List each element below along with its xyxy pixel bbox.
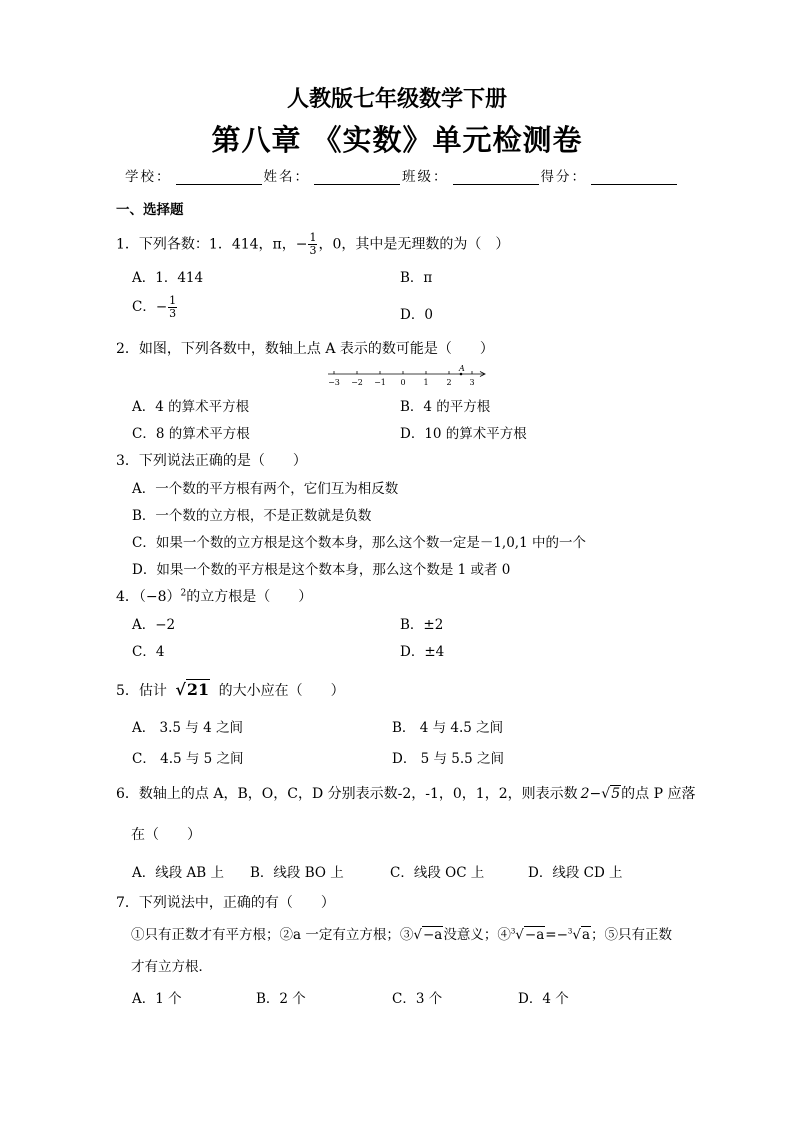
point-a-label: A: [459, 364, 465, 373]
axis-tick-label: −2: [351, 378, 363, 387]
axis-ticks: [328, 371, 474, 387]
axis-tick-label: −1: [374, 378, 386, 387]
q2-option-b[interactable]: B．4 的平方根: [400, 399, 491, 415]
fraction: $\frac{1}{3}$: [309, 231, 317, 257]
student-info-fields: [125, 165, 679, 185]
fraction: $\frac{1}{3}$: [169, 294, 177, 320]
q1-option-b[interactable]: B．π: [400, 270, 433, 286]
q3-option-a[interactable]: A．一个数的平方根有两个，它们互为相反数: [132, 481, 399, 497]
name-blank[interactable]: [314, 168, 400, 185]
title-series: 人教版七年级数学下册: [286, 87, 507, 112]
q5-option-d[interactable]: D． 5 与 5.5 之间: [392, 751, 505, 767]
question-1-stem: [116, 232, 509, 257]
class-blank[interactable]: [453, 168, 539, 185]
q1-option-a[interactable]: A．1．414: [132, 270, 204, 286]
superscript: 2: [180, 588, 187, 599]
axis-tick-label: 0: [400, 378, 406, 387]
axis-tick-label: 1: [423, 378, 429, 387]
axis-tick-label: −3: [328, 378, 340, 387]
q1-stem-text-2: ，0，其中是无理数的为（ ）: [318, 236, 510, 253]
section-heading: 一、选择题: [116, 202, 184, 218]
question-4-stem: 4．$(-8)^2$的立方根是（ ）: [116, 588, 313, 605]
name-label: 姓名：: [263, 169, 310, 185]
question-2-stem: 2．如图，下列各数中，数轴上点 A 表示的数可能是（ ）: [116, 341, 494, 357]
question-6-stem: 6．数轴上的点 A，B，O，C，D 分别表示数-2，-1，0，1，2，则表示数 2−√5的点 P 应落: [116, 786, 696, 802]
q3-option-c[interactable]: C．如果一个数的立方根是这个数本身，那么这个数一定是－1,0,1 中的一个: [132, 535, 586, 551]
number-line-figure: [324, 362, 488, 388]
question-7-stem: 7．下列说法中，正确的有（ ）: [116, 895, 335, 911]
sqrt-21: √21: [175, 680, 210, 699]
axis-tick-label: 2: [446, 378, 452, 387]
question-6-stem-line2: 在（ ）: [131, 827, 201, 843]
q6-option-c[interactable]: C．线段 OC 上: [390, 865, 485, 881]
question-3-stem: 3．下列说法正确的是（ ）: [116, 453, 307, 469]
q6-option-b[interactable]: B．线段 BO 上: [250, 865, 344, 881]
question-5-stem: 5．估计 √21 的大小应在（ ）: [116, 680, 345, 699]
q5-option-c[interactable]: C． 4.5 与 5 之间: [132, 751, 244, 767]
axis-tick-label: 3: [469, 378, 475, 387]
q4-option-d[interactable]: D．±4: [400, 644, 445, 660]
title-chapter: 第八章 《实数》单元检测卷: [211, 123, 583, 157]
score-blank[interactable]: [591, 168, 677, 185]
point-a: [460, 373, 463, 376]
class-label: 班级：: [402, 169, 449, 185]
q3-option-b[interactable]: B．一个数的立方根，不是正数就是负数: [132, 508, 372, 524]
question-7-statements: ①只有正数才有平方根；②a 一定有立方根；③√−a没意义；④$^3$√−a=−$^3$√a；⑤只有正数: [131, 927, 673, 943]
q1-option-d[interactable]: D．0: [400, 307, 433, 323]
q2-option-d[interactable]: D．10 的算术平方根: [400, 426, 527, 442]
score-label: 得分：: [540, 169, 587, 185]
q1-option-c[interactable]: C．− $\frac{1}{3}$: [132, 294, 177, 320]
q7-option-c[interactable]: C．3 个: [392, 991, 443, 1007]
expr-2-minus-sqrt5: 2−√5: [580, 786, 621, 802]
q2-option-c[interactable]: C．8 的算术平方根: [132, 426, 250, 442]
q4-option-b[interactable]: B．±2: [400, 617, 444, 633]
q6-option-d[interactable]: D．线段 CD 上: [528, 865, 623, 881]
school-label: 学校：: [125, 169, 172, 185]
q2-option-a[interactable]: A．4 的算术平方根: [132, 399, 250, 415]
q7-option-b[interactable]: B．2 个: [256, 991, 306, 1007]
q5-option-a[interactable]: A． 3.5 与 4 之间: [132, 720, 243, 736]
q7-option-d[interactable]: D．4 个: [518, 991, 569, 1007]
q5-option-b[interactable]: B． 4 与 4.5 之间: [392, 720, 504, 736]
q1-stem-text: 1．下列各数：1．414，π，−: [116, 236, 308, 253]
question-7-statements-line2: 才有立方根．: [131, 959, 212, 975]
q4-option-c[interactable]: C．4: [132, 644, 165, 660]
school-blank[interactable]: [176, 168, 262, 185]
q6-option-a[interactable]: A．线段 AB 上: [132, 865, 225, 881]
q3-option-d[interactable]: D．如果一个数的平方根是这个数本身，那么这个数是 1 或者 0: [132, 562, 511, 578]
q7-option-a[interactable]: A．1 个: [132, 991, 182, 1007]
q4-option-a[interactable]: A．−2: [132, 617, 176, 633]
